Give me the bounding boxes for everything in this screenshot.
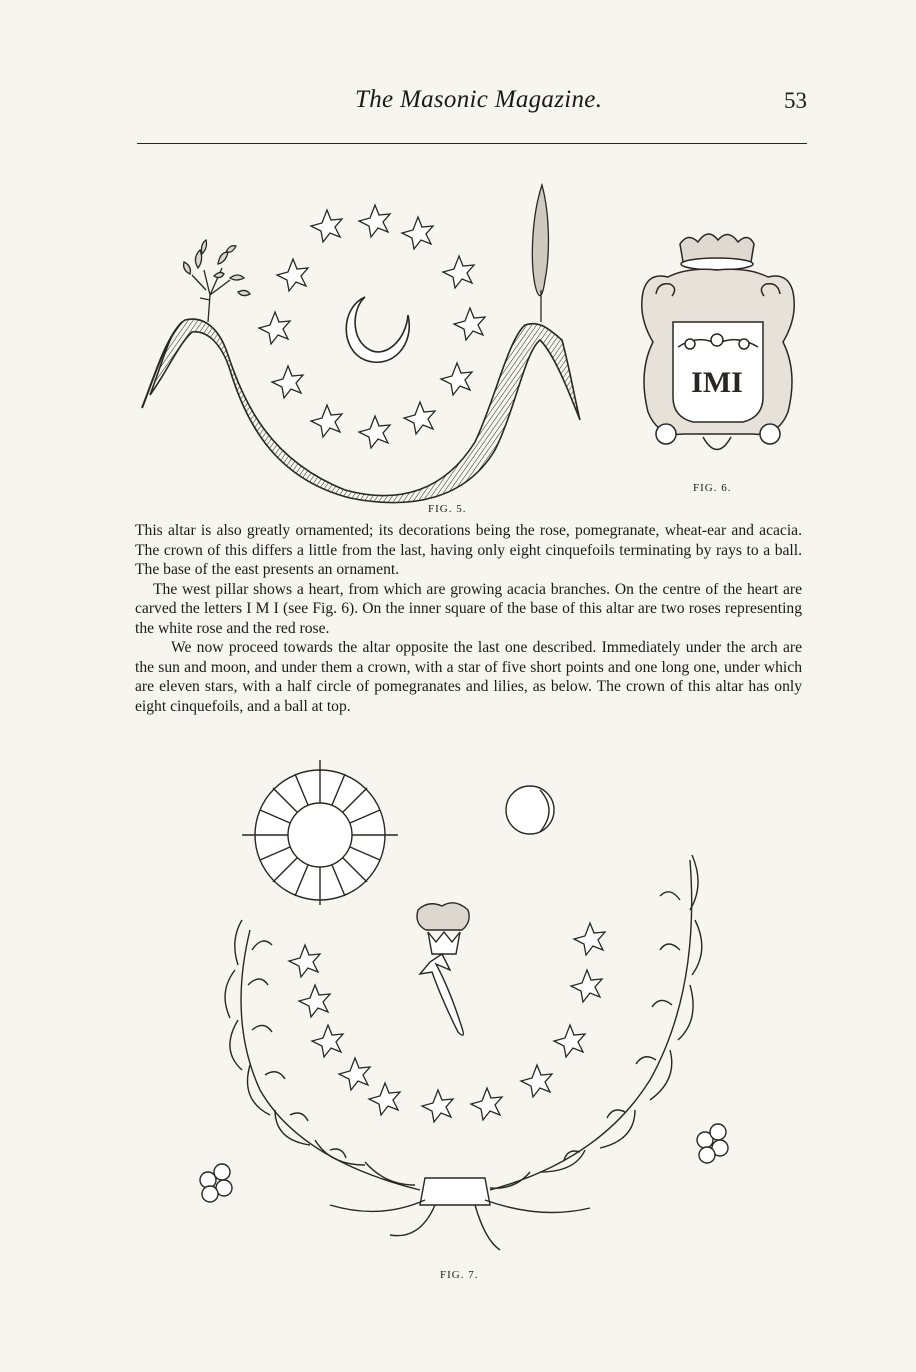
scroll-right [760, 424, 780, 444]
paragraph: We now proceed towards the altar opposite the last one described. Immediately under the arch are the sun and moon, and under them a crown, with a star of five short points and one long one, under which are eleven stars, with a half circle of pomegranates and lilies, as below. The crown of this altar has only eight cinquefoils, and a ball at top. [135, 639, 802, 715]
star [359, 205, 390, 237]
left-flower [200, 1164, 232, 1202]
wreath-left [225, 920, 420, 1190]
star [272, 366, 303, 398]
moon [506, 786, 554, 834]
star-arc [259, 205, 485, 448]
star [454, 308, 485, 340]
star [312, 1025, 343, 1057]
star [554, 1025, 585, 1057]
fig-7-caption: FIG. 7. [440, 1269, 479, 1281]
body-text [135, 521, 802, 716]
star [311, 210, 342, 242]
star [359, 416, 390, 448]
star [369, 1083, 400, 1115]
header-rule [137, 143, 807, 144]
star [299, 985, 330, 1017]
star [259, 312, 290, 344]
right-flower [697, 1124, 728, 1163]
magazine-title: The Masonic Magazine. [355, 86, 603, 113]
ribbon-knot [330, 1178, 590, 1250]
crescent-moon [346, 297, 409, 362]
wreath-right [490, 855, 702, 1190]
scroll-left [656, 424, 676, 444]
star [521, 1065, 552, 1097]
star [441, 363, 472, 395]
page-number: 53 [784, 88, 807, 113]
monogram: IMI [691, 366, 743, 399]
star [277, 259, 308, 291]
figure-7-engraving [180, 760, 740, 1260]
crown-with-star [417, 903, 469, 1035]
star [339, 1058, 370, 1090]
paragraph: The west pillar shows a heart, from which are growing acacia branches. On the centre of the heart are carved the letters I M I (see Fig. 6). On the inner square of the base of this altar are two roses representing the white rose and the red rose. [135, 580, 802, 637]
star [404, 402, 435, 434]
figure-5-engraving [130, 180, 610, 510]
sun [242, 760, 398, 905]
acacia-bush [184, 240, 250, 322]
star [402, 217, 433, 249]
fig-5-caption: FIG. 5. [428, 503, 467, 515]
figure-6-cartouche [628, 222, 808, 472]
fig-6-caption: FIG. 6. [693, 482, 732, 494]
star [571, 970, 602, 1002]
star [289, 945, 320, 977]
star [311, 405, 342, 437]
cypress-tree [532, 185, 548, 322]
paragraph: This altar is also greatly ornamented; its decorations being the rose, pomegranate, wheat-ear and acacia. The crown of this differs a little from the last, having only eight cinquefoils terminating by rays to a ball. The base of the east presents an ornament. [135, 522, 802, 578]
star [574, 923, 605, 955]
star [443, 256, 474, 288]
star [422, 1090, 453, 1122]
star [471, 1088, 502, 1120]
running-head [0, 82, 916, 122]
